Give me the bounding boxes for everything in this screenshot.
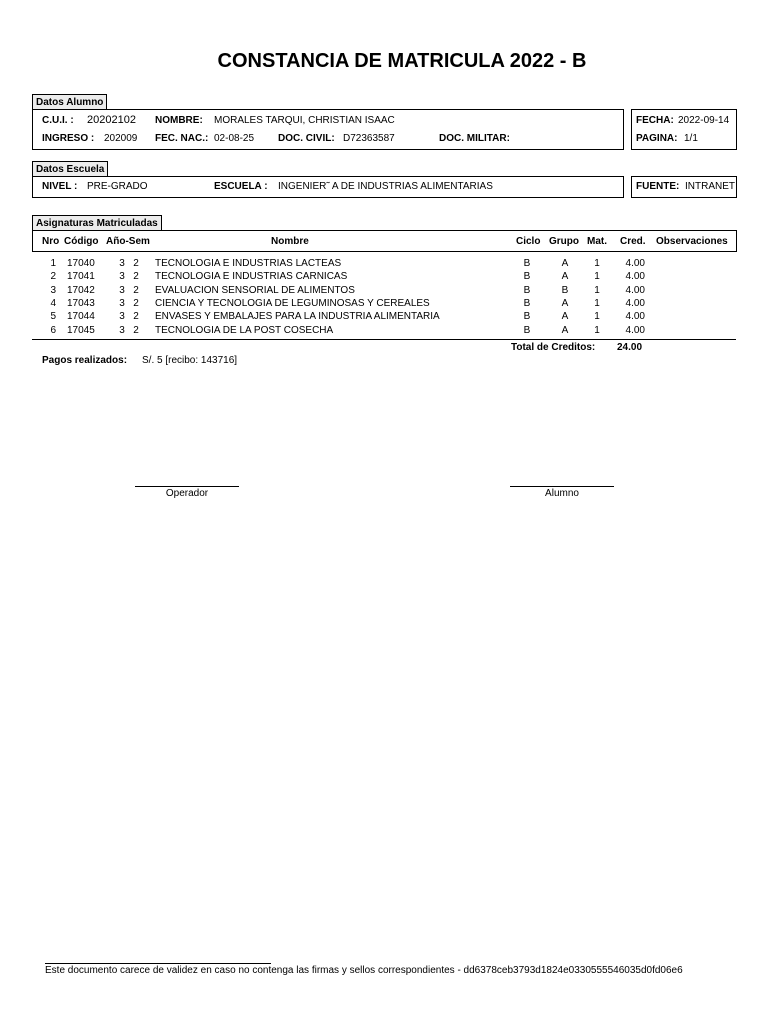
alumno-box bbox=[32, 109, 624, 150]
cell-codigo: 17044 bbox=[67, 311, 95, 323]
cell-codigo: 17045 bbox=[67, 324, 95, 336]
nombre-value: MORALES TARQUI, CHRISTIAN ISAAC bbox=[214, 115, 395, 126]
cell-mat: 1 bbox=[594, 271, 600, 283]
cell-anio: 3 bbox=[119, 271, 125, 283]
cell-nro: 3 bbox=[50, 284, 56, 296]
operador-signature-line bbox=[135, 486, 239, 487]
fuente-label: FUENTE: bbox=[636, 181, 680, 192]
docmilitar-label: DOC. MILITAR: bbox=[439, 133, 510, 144]
cell-anio: 3 bbox=[119, 311, 125, 323]
fecha-box bbox=[631, 109, 737, 150]
cell-cred: 4.00 bbox=[625, 271, 645, 283]
cell-sem: 2 bbox=[133, 284, 139, 296]
cell-sem: 2 bbox=[133, 311, 139, 323]
cell-grupo: A bbox=[561, 258, 569, 269]
cell-grupo: A bbox=[561, 297, 569, 309]
col-codigo: Código bbox=[64, 236, 99, 247]
cell-nro: 1 bbox=[50, 258, 56, 269]
cell-nro: 6 bbox=[50, 324, 56, 336]
cell-nombre: ENVASES Y EMBALAJES PARA LA INDUSTRIA ALIMENTARIA bbox=[155, 311, 440, 323]
cell-cred: 4.00 bbox=[625, 258, 645, 269]
footer-note: Este documento carece de validez en caso no contenga las firmas y sellos correspondientes - dd6378ceb3793d1824e0330555546035d0fd06e6 bbox=[45, 965, 683, 976]
cell-mat: 1 bbox=[594, 324, 600, 336]
cell-cred: 4.00 bbox=[625, 297, 645, 309]
fuente-box bbox=[631, 176, 737, 198]
cell-nombre: TECNOLOGIA E INDUSTRIAS LACTEAS bbox=[155, 258, 342, 269]
page-title: CONSTANCIA DE MATRICULA 2022 - B bbox=[217, 50, 587, 72]
cell-nombre: EVALUACION SENSORIAL DE ALIMENTOS bbox=[155, 284, 355, 296]
cell-mat: 1 bbox=[594, 284, 600, 296]
cell-mat: 1 bbox=[594, 297, 600, 309]
escuela-box bbox=[32, 176, 624, 198]
cell-anio: 3 bbox=[119, 324, 125, 336]
section-tab-alumno: Datos Alumno bbox=[32, 94, 107, 109]
cell-nombre: CIENCIA Y TECNOLOGIA DE LEGUMINOSAS Y CEREALES bbox=[155, 297, 430, 309]
pagina-label: PAGINA: bbox=[636, 133, 678, 144]
cell-grupo: A bbox=[561, 324, 569, 336]
fecha-value: 2022-09-14 bbox=[678, 115, 730, 126]
col-nombre: Nombre bbox=[271, 236, 309, 247]
total-value: 24.00 bbox=[617, 342, 643, 353]
cell-codigo: 17042 bbox=[67, 284, 95, 296]
col-grupo: Grupo bbox=[549, 236, 579, 247]
pagos-value: S/. 5 [recibo: 143716] bbox=[142, 355, 238, 366]
cell-sem: 2 bbox=[133, 324, 139, 336]
table-row bbox=[32, 310, 736, 323]
table-row bbox=[32, 270, 736, 283]
cui-label: C.U.I. : bbox=[42, 115, 74, 126]
cell-nombre: TECNOLOGIA E INDUSTRIAS CARNICAS bbox=[155, 271, 348, 283]
fecnac-label: FEC. NAC.: bbox=[155, 133, 209, 144]
cell-nro: 5 bbox=[50, 311, 56, 323]
operador-label: Operador bbox=[165, 488, 209, 499]
doccivil-label: DOC. CIVIL: bbox=[278, 133, 335, 144]
table-row bbox=[32, 324, 736, 337]
section-tab-asignaturas: Asignaturas Matriculadas bbox=[32, 215, 162, 230]
cell-cred: 4.00 bbox=[625, 324, 645, 336]
col-anio-sem: Año-Sem bbox=[106, 236, 150, 247]
cell-ciclo: B bbox=[523, 271, 531, 283]
footer-rule bbox=[45, 963, 271, 964]
cell-anio: 3 bbox=[119, 258, 125, 269]
asignaturas-header bbox=[32, 230, 737, 252]
table-row bbox=[32, 284, 736, 297]
cell-codigo: 17043 bbox=[67, 297, 95, 309]
table-bottom-rule bbox=[32, 339, 736, 340]
escuela-value: INGENIER˜ A DE INDUSTRIAS ALIMENTARIAS bbox=[278, 181, 493, 192]
cell-ciclo: B bbox=[523, 284, 531, 296]
pagina-value: 1/1 bbox=[684, 133, 698, 144]
cell-sem: 2 bbox=[133, 271, 139, 283]
cell-sem: 2 bbox=[133, 258, 139, 269]
escuela-label: ESCUELA : bbox=[214, 181, 268, 192]
col-ciclo: Ciclo bbox=[516, 236, 541, 247]
cell-grupo: B bbox=[561, 284, 569, 296]
col-mat: Mat. bbox=[587, 236, 607, 247]
cell-ciclo: B bbox=[523, 324, 531, 336]
cell-ciclo: B bbox=[523, 297, 531, 309]
cell-mat: 1 bbox=[594, 311, 600, 323]
alumno-signature-line bbox=[510, 486, 614, 487]
fuente-value: INTRANET bbox=[685, 181, 735, 192]
total-label: Total de Creditos: bbox=[511, 342, 596, 353]
cell-anio: 3 bbox=[119, 297, 125, 309]
alumno-label: Alumno bbox=[545, 488, 579, 499]
cell-grupo: A bbox=[561, 271, 569, 283]
fecha-label: FECHA: bbox=[636, 115, 674, 126]
cell-nombre: TECNOLOGIA DE LA POST COSECHA bbox=[155, 324, 334, 336]
doccivil-value: D72363587 bbox=[343, 133, 395, 144]
pagos-label: Pagos realizados: bbox=[42, 355, 128, 366]
col-obs: Observaciones bbox=[656, 236, 728, 247]
cell-ciclo: B bbox=[523, 311, 531, 323]
ingreso-value: 202009 bbox=[104, 133, 138, 144]
nombre-label: NOMBRE: bbox=[155, 115, 203, 126]
cell-nro: 2 bbox=[50, 271, 56, 283]
cell-codigo: 17041 bbox=[67, 271, 95, 283]
cell-mat: 1 bbox=[594, 258, 600, 269]
table-row bbox=[32, 297, 736, 310]
cell-grupo: A bbox=[561, 311, 569, 323]
col-cred: Cred. bbox=[620, 236, 646, 247]
cui-value: 20202102 bbox=[87, 114, 136, 126]
col-nro: Nro bbox=[42, 236, 60, 247]
fecnac-value: 02-08-25 bbox=[214, 133, 255, 144]
nivel-label: NIVEL : bbox=[42, 181, 78, 192]
cell-nro: 4 bbox=[50, 297, 56, 309]
table-row bbox=[32, 257, 736, 270]
cell-cred: 4.00 bbox=[625, 311, 645, 323]
cell-codigo: 17040 bbox=[67, 258, 95, 269]
cell-cred: 4.00 bbox=[625, 284, 645, 296]
section-tab-escuela: Datos Escuela bbox=[32, 161, 108, 176]
cell-sem: 2 bbox=[133, 297, 139, 309]
nivel-value: PRE-GRADO bbox=[87, 181, 148, 192]
cell-anio: 3 bbox=[119, 284, 125, 296]
ingreso-label: INGRESO : bbox=[42, 133, 95, 144]
cell-ciclo: B bbox=[523, 258, 531, 269]
